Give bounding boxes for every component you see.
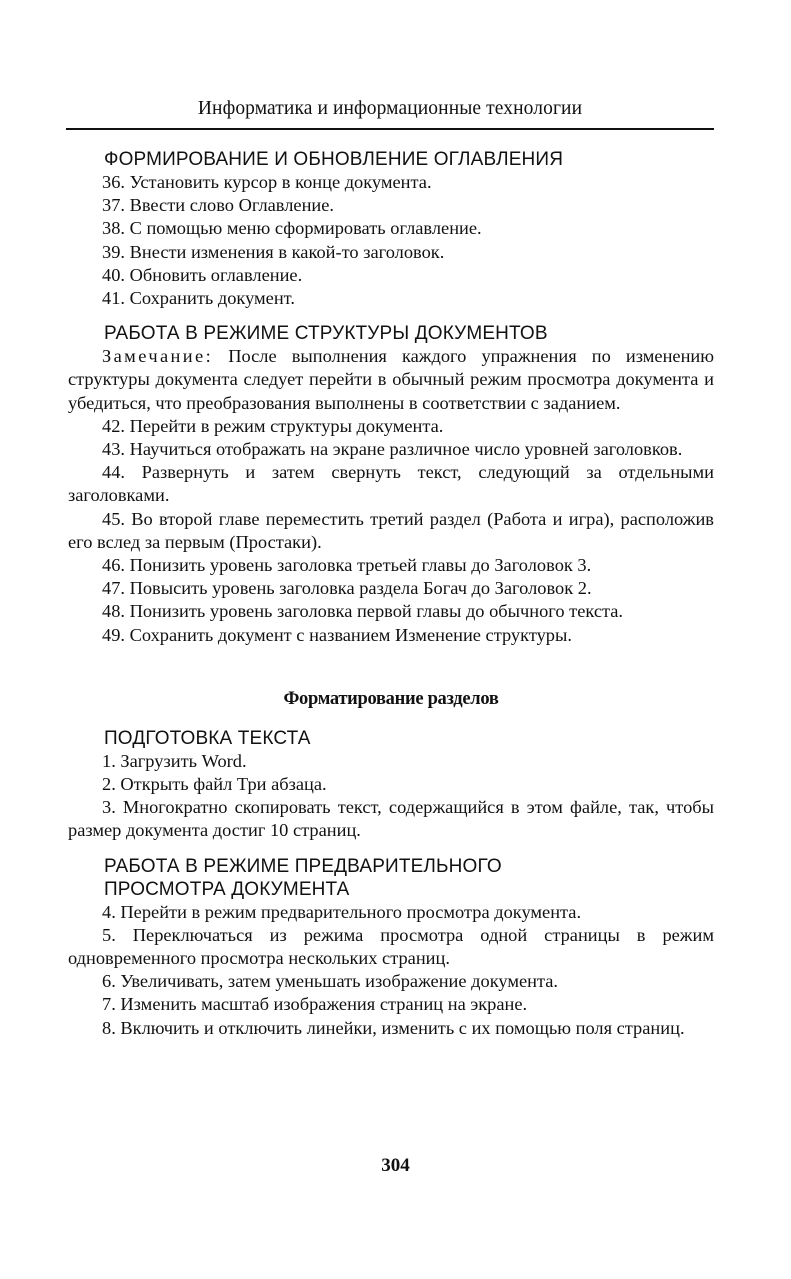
list-item: 49. Сохранить документ с названием Изменение структуры. — [102, 624, 572, 645]
section-heading-outline: РАБОТА В РЕЖИМЕ СТРУКТУРЫ ДОКУМЕНТОВ — [104, 323, 548, 345]
list-item: 36. Установить курсор в конце документа. — [102, 172, 432, 192]
note-paragraph — [68, 345, 714, 415]
list-item: 8. Включить и отключить линейки, изменить с их помощью поля страниц. — [102, 1017, 685, 1038]
section-heading-prep: ПОДГОТОВКА ТЕКСТА — [104, 727, 311, 749]
list-item: 1. Загрузить Word. — [102, 750, 247, 771]
section-heading-toc: ФОРМИРОВАНИЕ И ОБНОВЛЕНИЕ ОГЛАВЛЕНИЯ — [104, 149, 564, 170]
section-toc — [68, 148, 714, 310]
header-rule — [66, 128, 714, 130]
list-item: 2. Открыть файл Три абзаца. — [102, 774, 327, 795]
section-preview — [68, 855, 714, 1040]
list-item: 5. Переключаться из режима просмотра одной страницы в режим одновременного просмотра нескольких страниц. — [68, 924, 714, 969]
list-item: 43. Научиться отображать на экране различное число уровней заголовков. — [102, 439, 683, 460]
list-item: 45. Во второй главе переместить третий раздел (Работа и игра), расположив его вслед за первым (Простаки). — [68, 508, 714, 552]
chapter-subtitle: Форматирование разделов — [283, 688, 499, 709]
list-item: 46. Понизить уровень заголовка третьей главы до Заголовок 3. — [102, 555, 592, 576]
page-number: 304 — [381, 1155, 410, 1176]
running-head: Информатика и информационные технологии — [197, 98, 583, 119]
section-heading-preview-line2: ПРОСМОТРА ДОКУМЕНТА — [104, 878, 350, 900]
list-item: 7. Изменить масштаб изображения страниц на экране. — [102, 994, 528, 1015]
list-item: 40. Обновить оглавление. — [102, 264, 303, 285]
list-item: 48. Понизить уровень заголовка первой главы до обычного текста. — [102, 601, 624, 622]
list-item: 38. С помощью меню сформировать оглавление. — [102, 218, 482, 239]
section-outline — [68, 322, 714, 647]
note-label: Замечание: — [102, 346, 214, 367]
list-item: 39. Внести изменения в какой-то заголовок. — [102, 241, 445, 262]
section-heading-preview-line1: РАБОТА В РЕЖИМЕ ПРЕДВАРИТЕЛЬНОГО — [104, 855, 502, 877]
list-item: 37. Ввести слово Оглавление. — [102, 195, 335, 216]
list-item: 44. Развернуть и затем свернуть текст, следующий за отдельными заголовками. — [68, 462, 714, 506]
list-item: 3. Многократно скопировать текст, содержащийся в этом файле, так, чтобы размер документа достиг 10 страниц. — [68, 797, 714, 841]
list-item: 41. Сохранить документ. — [102, 288, 295, 309]
page-content — [68, 148, 714, 1040]
list-item: 42. Перейти в режим структуры документа. — [102, 415, 444, 436]
note-text: После выполнения каждого упражнения по изменению структуры документа следует перейти в обычный режим просмотра документа и убедиться, что преобразования выполнены в соответствии с заданием. — [68, 346, 714, 413]
section-prep — [68, 727, 714, 843]
list-item: 47. Повысить уровень заголовка раздела Богач до Заголовок 2. — [102, 578, 592, 599]
list-item: 4. Перейти в режим предварительного просмотра документа. — [102, 901, 582, 922]
list-item: 6. Увеличивать, затем уменьшать изображение документа. — [102, 971, 558, 992]
